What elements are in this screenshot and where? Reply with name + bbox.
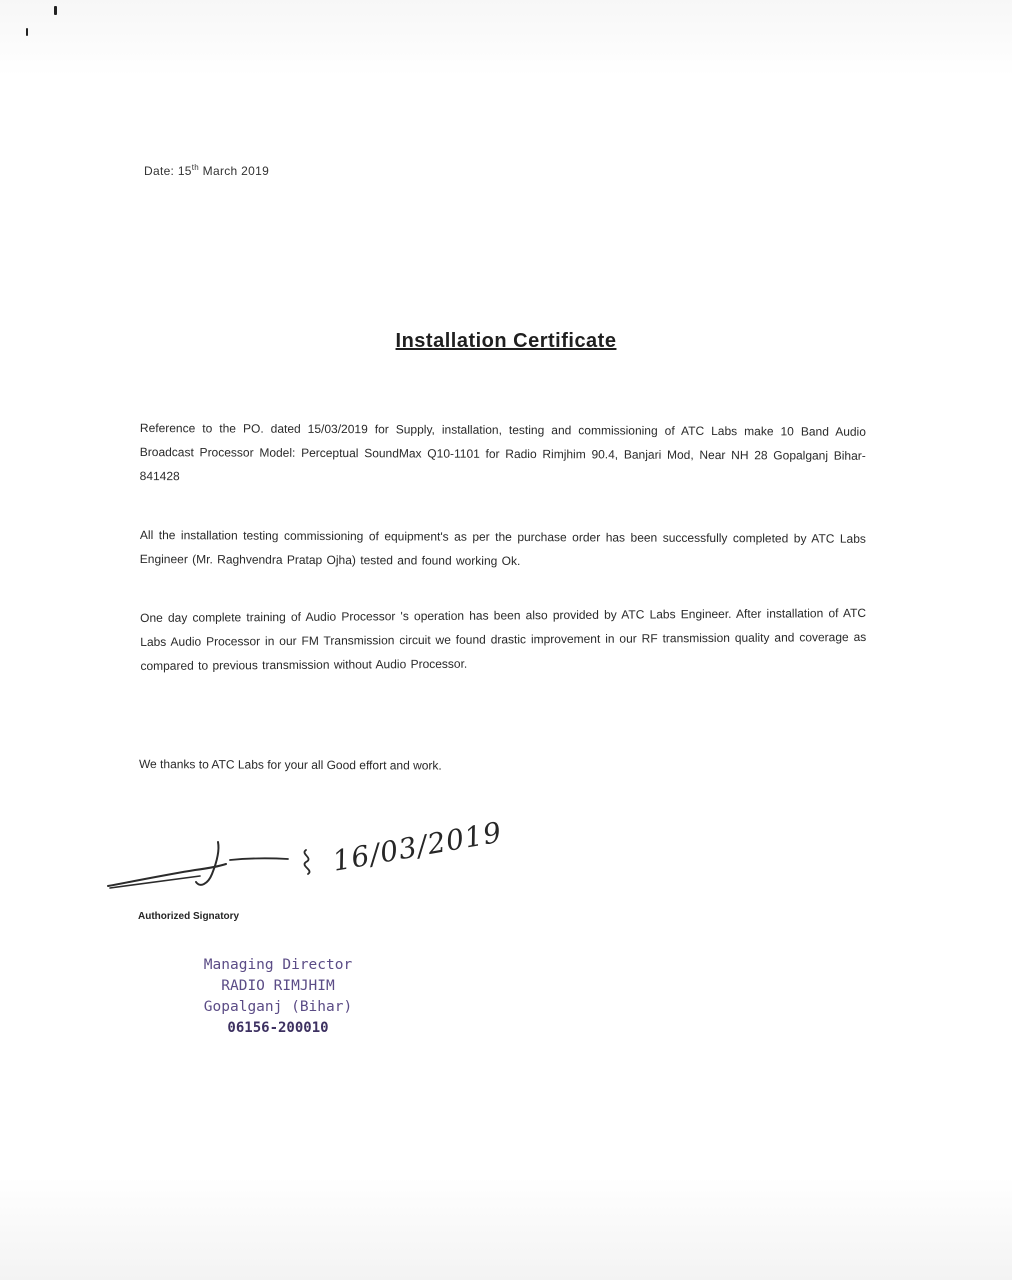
thanks-line: We thanks to ATC Labs for your all Good effort and work. [138, 757, 442, 773]
completion-paragraph: All the installation testing commissioning of equipment's as per the purchase order has been successfully completed by ATC Labs Engineer (Mr. Raghvendra Pratap Ojha) tested and found working Ok. [139, 527, 866, 568]
reference-paragraph: Reference to the PO. dated 15/03/2019 for Supply, installation, testing and commissioning of ATC Labs make 10 Band Audio Broadcast Processor Model: Perceptual SoundMax Q10-1101 for Radio Rimjhim 90.4, Banjari Mod, Near NH 28 Gopalganj Bihar- 841428 [139, 420, 866, 484]
authorized-signatory-label: Authorized Signatory [138, 911, 240, 922]
certificate-title: Installation Certificate [395, 330, 617, 352]
signature-date: 16/03/2019 [330, 815, 505, 878]
stamp-line-title: Managing Director [203, 957, 353, 973]
scan-speck [26, 28, 28, 36]
training-paragraph: One day complete training of Audio Processor 's operation has been also provided by ATC Labs Engineer. After installation of ATC Labs Audio Processor in our FM Transmission circuit we found drastic improvement in our RF transmission quality and coverage as compared to previous transmission without Audio Processor. [140, 605, 867, 673]
scan-speck [54, 6, 57, 15]
company-stamp [178, 955, 378, 1039]
document-date: Date: 15th March 2019 [144, 163, 270, 178]
stamp-line-location: Gopalganj (Bihar) [203, 999, 353, 1015]
stamp-line-company: RADIO RIMJHIM [221, 978, 335, 994]
stamp-line-phone: 06156-200010 [227, 1020, 329, 1036]
